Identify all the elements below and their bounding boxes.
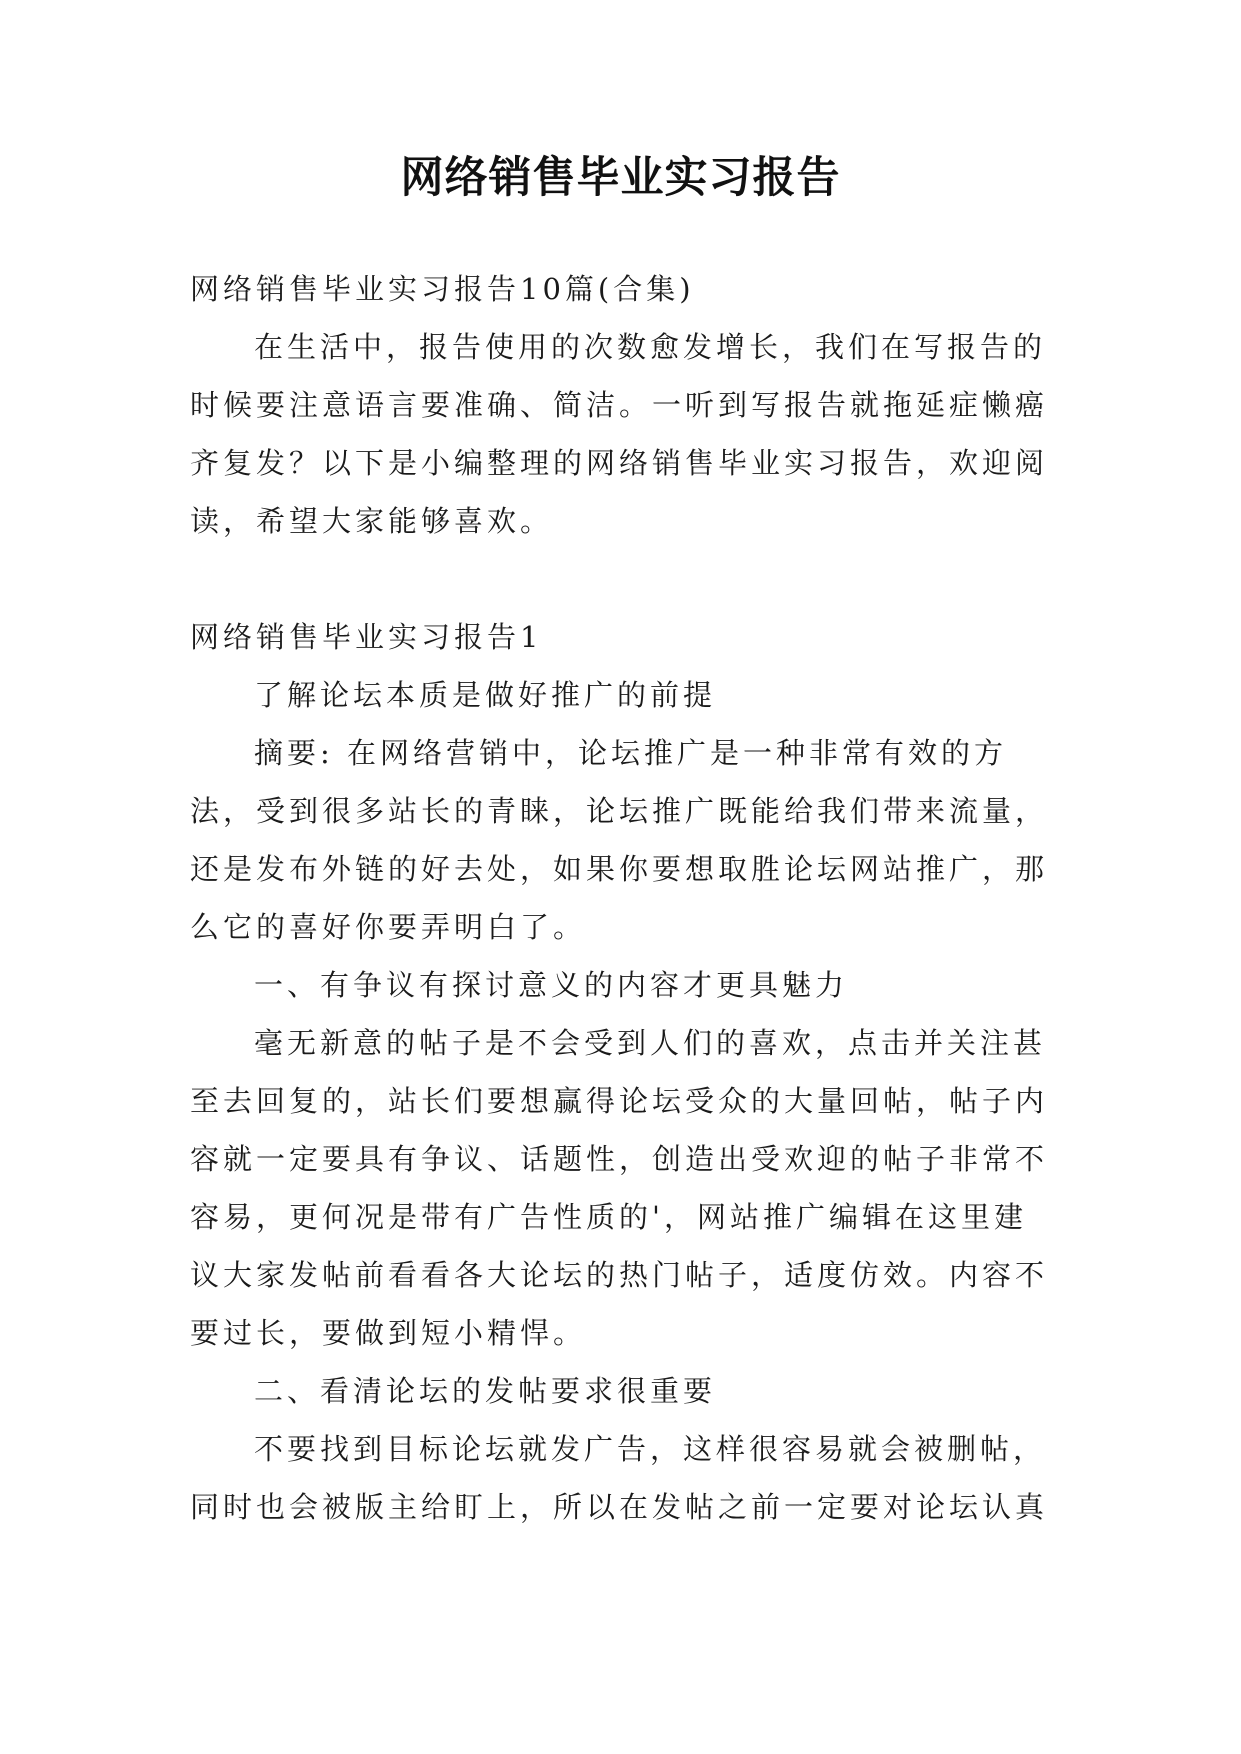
document-title: 网络销售毕业实习报告 (400, 153, 841, 203)
point-one-paragraph: 毫无新意的帖子是不会受到人们的喜欢，点击并关注甚至去回复的，站长们要想赢得论坛受众的大量回帖，帖子内容就一定要具有争议、话题性，创造出受欢迎的帖子非常不容易，更何况是带有广告性质的'，网站推广编辑在这里建议大家发帖前看看各大论坛的热门帖子，适度仿效。内容不要过长，要做到短小精悍。 (190, 1026, 1049, 1350)
point-two-paragraph: 不要找到目标论坛就发广告，这样很容易就会被删帖，同时也会被版主给盯上，所以在发帖之前一定要对论坛认真 (190, 1432, 1049, 1524)
section-title: 了解论坛本质是做好推广的前提 (254, 678, 717, 712)
point-one-heading: 一、有争议有探讨意义的内容才更具魅力 (254, 968, 849, 1002)
section-heading: 网络销售毕业实习报告1 (190, 620, 543, 654)
document-subtitle: 网络销售毕业实习报告10篇(合集) (190, 272, 695, 306)
abstract-paragraph: 摘要: 在网络营销中，论坛推广是一种非常有效的方法，受到很多站长的青睐，论坛推广既能给我们带来流量，还是发布外链的好去处，如果你要想取胜论坛网站推广，那么它的喜好你要弄明白了。 (190, 736, 1049, 944)
point-two-heading: 二、看清论坛的发帖要求很重要 (254, 1374, 717, 1408)
intro-paragraph: 在生活中，报告使用的次数愈发增长，我们在写报告的时候要注意语言要准确、简洁。一听到写报告就拖延症懒癌齐复发？以下是小编整理的网络销售毕业实习报告，欢迎阅读，希望大家能够喜欢。 (190, 330, 1049, 538)
document-body (190, 260, 1052, 1536)
paragraph-spacer (190, 550, 1052, 608)
